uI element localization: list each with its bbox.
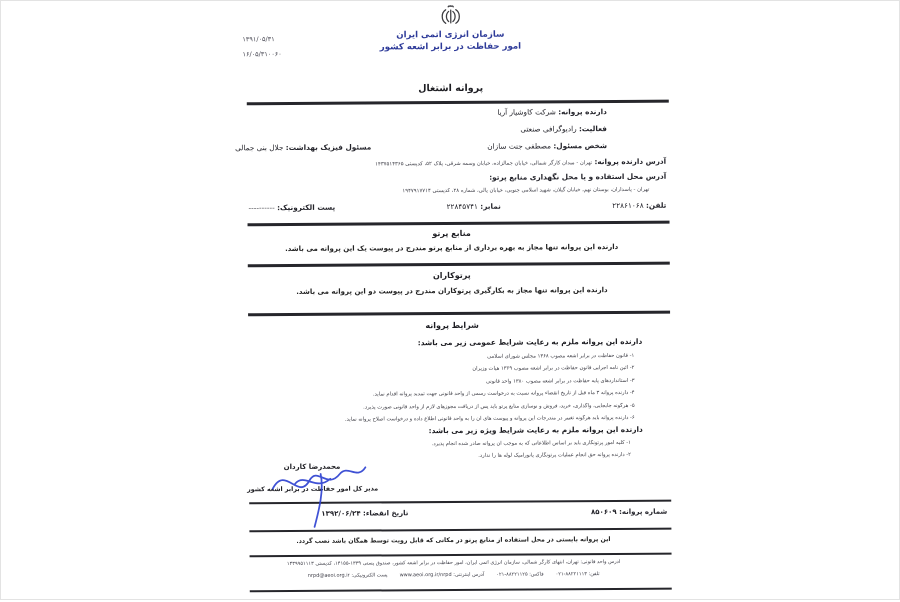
phone-label: تلفن: — [646, 201, 667, 210]
divider — [248, 221, 670, 227]
use-address-label: آدرس محل استفاده و یا محل نگهداری منابع پرتو: — [489, 172, 666, 182]
org-department: امور حفاظت در برابر اشعه کشور — [232, 42, 668, 53]
license-number-field — [591, 508, 667, 516]
email-value: ---------- — [248, 203, 274, 212]
email-label: پست الکترونیک: — [277, 203, 335, 212]
expiry-date-label: تاریخ انقضاء: — [363, 509, 408, 517]
footer-web-label: آدرس اینترنتی: — [453, 572, 484, 578]
license-number-label: شماره پروانه: — [619, 508, 667, 516]
field-responsible — [487, 141, 607, 151]
footer-web-value: www.aeoi.org.ir/nrpd — [400, 572, 452, 578]
divider — [250, 588, 672, 593]
ref-number: ۱۶/۰۵/۳۱۰۰۶۰ — [242, 46, 362, 62]
field-holder-address — [233, 157, 669, 169]
signatory-name: محمدرضا کاردان — [247, 462, 377, 471]
field-responsible-row — [233, 141, 669, 153]
field-holder — [233, 107, 669, 119]
section-workers-title: پرتوکاران — [234, 270, 670, 282]
activity-label: فعالیت: — [579, 124, 607, 133]
phone-value: ۲۲۸۶۱۰۶۸ — [612, 201, 643, 210]
posting-notice: این پروانه بایستی در محل استفاده از منابع پرتو در مکانی که قابل رویت توسط همگان باشد نصب گردد. — [235, 536, 671, 546]
general-condition-item: ۵- هرگونه جابجایی، واگذاری، خرید، فروش و نوسازی منابع پرتو باید پس از دریافت مجوزهای لازم از واحد قانونی صورت پذیرد. — [235, 402, 671, 417]
general-condition-item: ۳- استانداردهای پایه حفاظت در برابر اشعه مصوب ۱۳۸۰ واحد قانونی — [234, 377, 670, 392]
section-workers-text: دارنده این پروانه تنها مجاز به بکارگیری پرتوکاران مندرج در پیوست دو این پروانه می باشد. — [240, 286, 664, 297]
footer-phone: تلفن: ۸۸۲۲۱۱۱۳-۰۲۱ — [556, 571, 600, 577]
signatory-title: مدیر کل امور حفاظت در برابر اشعه کشور — [235, 485, 390, 493]
general-condition-item: ۲- آئین نامه اجرایی قانون حفاظت در برابر اشعه مصوب ۱۳۶۹ هیات وزیران — [234, 365, 670, 380]
special-condition-item: ۱- کلیه امور پرتونگاری باید بر اساس اطلاعاتی که به موجب آن پروانه صادر شده انجام پذیرد. — [235, 440, 671, 455]
general-conditions-heading: دارنده این پروانه ملزم به رعایت شرایط عمومی زیر می باشد: — [234, 337, 670, 349]
field-use-address-label — [233, 172, 669, 184]
use-address-value: تهران - پاسداران، بوستان نهم، خیابان گیلان، شهید اسلامی جنوبی، خیابان پالی، شماره ۲۸، کدپستی ۱۹۴۷۹۱۷۷۱۴ — [233, 187, 669, 196]
holder-label: دارنده پروانه: — [558, 107, 607, 116]
document-title: پروانه اشتغال — [233, 82, 669, 96]
field-email — [248, 203, 335, 213]
field-physics-officer — [235, 142, 371, 152]
footer-web — [400, 572, 485, 579]
general-condition-item: ۴- دارنده پروانه ۳ ماه قبل از تاریخ انقضاء پروانه نسبت به درخواست رسمی از واحد قانونی جهت تمدید پروانه اقدام نماید. — [235, 390, 671, 405]
footer-address: آدرس واحد قانونی: تهران، انتهای کارگر شمالی، سازمان انرژی اتمی ایران، امور حفاظت در برابر اشعه کشور، صندوق پستی ۱۳۳۹-۱۴۱۵۵، کدپستی ۱۴۳۹۹۵۱۱۱۳ — [240, 559, 668, 568]
scanned-license-document — [232, 0, 672, 602]
divider — [248, 311, 670, 317]
general-conditions-list — [234, 353, 670, 430]
field-fax — [447, 202, 501, 211]
field-activity — [233, 124, 669, 136]
divider — [247, 100, 669, 106]
org-name: سازمان انرژی اتمی ایران — [232, 30, 668, 41]
footer-fax: فاکس: ۸۸۲۲۱۱۲۵-۰۲۱ — [496, 571, 543, 577]
holder-address-value: تهران - میدان کارگر شمالی، خیابان جمالزاده، خیابان وسمه شرقی، پلاک ۵۲، کدپستی ۱۴۳۷۵۱۴۳۶۵ — [375, 160, 592, 167]
holder-value: شرکت کاوشیار آریا — [497, 107, 556, 116]
holder-address-label: آدرس دارنده پروانه: — [594, 157, 666, 166]
fax-label: نمابر: — [480, 202, 501, 211]
divider — [250, 553, 672, 558]
footer-contact-row — [240, 571, 668, 580]
physics-officer-value: جلال بنی جمالی — [235, 143, 283, 152]
signature-icon — [263, 453, 375, 532]
divider — [248, 262, 670, 268]
issue-date: ۱۳۹۱/۰۵/۳۱ — [242, 32, 362, 48]
fax-value: ۲۲۸۴۵۷۴۱ — [447, 202, 478, 211]
section-sources-text: دارنده این پروانه تنها مجاز به بهره برداری از منابع پرتو مندرج در پیوست یک این پروانه می باشد. — [240, 243, 664, 254]
general-condition-item: ۱- قانون حفاظت در برابر اشعه مصوب ۱۳۶۸ مجلس شورای اسلامی — [234, 353, 670, 368]
activity-value: رادیوگرافی صنعتی — [520, 124, 576, 133]
general-condition-item: ۶- دارنده پروانه باید هرگونه تغییر در مندرجات این پروانه و پیوست های آن را به واحد قانونی اطلاع داده و درخواست اصلاح پروانه نماید. — [235, 415, 671, 430]
license-number-value: ۸۵۰۶۰۹ — [591, 508, 617, 516]
physics-officer-label: مسئول فیزیک بهداشت: — [286, 142, 372, 152]
responsible-value: مصطفی جنت سازان — [487, 141, 551, 150]
footer-email-value: nrpd@aeoi.org.ir — [308, 573, 350, 579]
footer-email-label: پست الکترونیکی: — [351, 572, 387, 578]
section-sources-title: منابع پرتو — [234, 228, 670, 240]
field-contact-row — [233, 201, 669, 213]
special-conditions-heading: دارنده این پروانه ملزم به رعایت شرایط ویژه زیر می باشد: — [235, 425, 671, 437]
section-conditions-title: شرایط پروانه — [234, 320, 670, 332]
expiry-date-value: ۱۳۹۲/۰۶/۲۴ — [321, 510, 360, 518]
responsible-label: شخص مسئول: — [553, 141, 607, 150]
special-condition-item: ۲- دارنده پروانه حق انجام عملیات پرتونگاری پانورامیک لوله ها را ندارد. — [235, 452, 671, 467]
field-phone — [612, 201, 666, 210]
footer-email — [308, 572, 388, 578]
